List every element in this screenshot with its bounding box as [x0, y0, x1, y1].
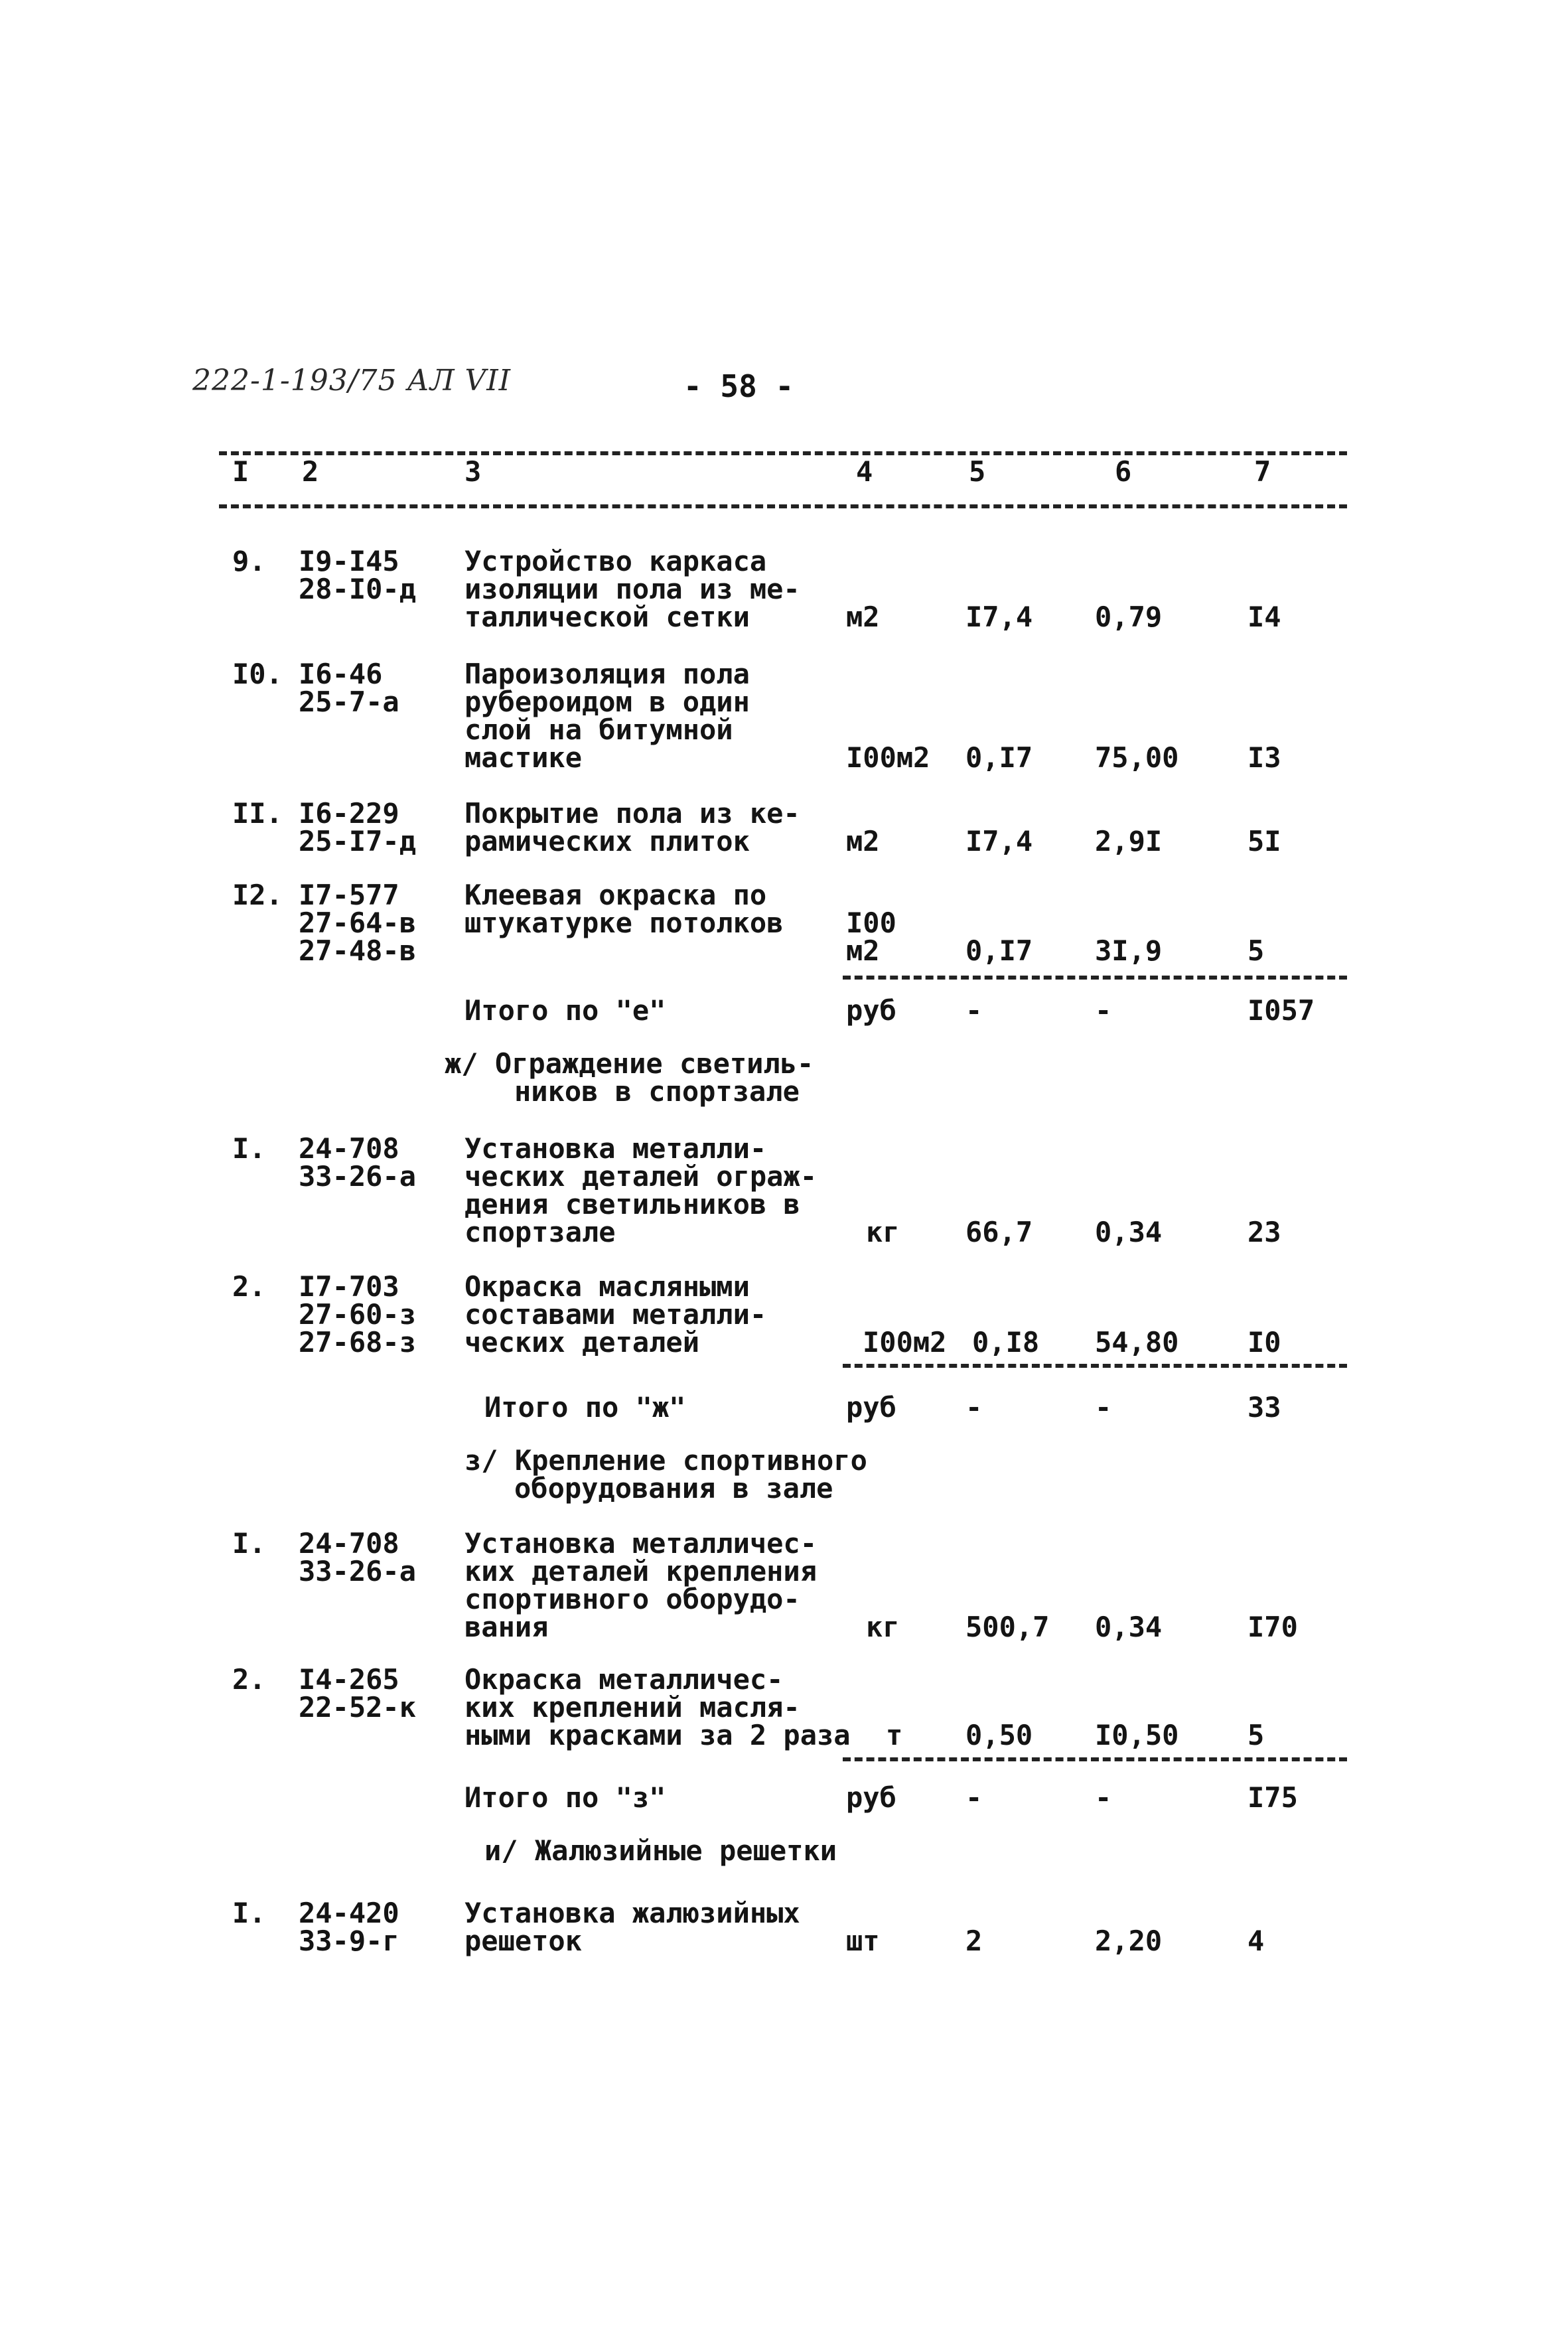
col-header: 4 [856, 455, 873, 488]
row-code: 27-68-з [299, 1326, 417, 1359]
row-code: 25-I7-д [299, 825, 417, 857]
row-desc: Окраска металличес- [464, 1663, 784, 1696]
row-number: 2. [232, 1270, 266, 1303]
row-desc: Установка металличес- [464, 1527, 818, 1560]
row-unit: I00м2 [863, 1326, 947, 1359]
row-qty: 500,7 [965, 1611, 1050, 1643]
row-desc: ких креплений масля- [464, 1691, 800, 1724]
row-desc: слой на битумной [464, 713, 733, 746]
row-code: I4-265 [299, 1663, 399, 1696]
section-title: оборудования в зале [514, 1472, 833, 1505]
row-desc: штукатурке потолков [464, 907, 784, 939]
row-price: 2,20 [1095, 1925, 1163, 1957]
row-desc: Установка металли- [464, 1132, 767, 1165]
row-unit: кг [866, 1216, 900, 1248]
row-desc: Пароизоляция пола [464, 658, 750, 690]
row-total: 4 [1247, 1925, 1265, 1957]
row-desc: составами металли- [464, 1298, 767, 1331]
row-unit: шт [846, 1925, 880, 1957]
row-code: I6-229 [299, 797, 399, 830]
subtotal-rule [843, 1364, 1347, 1368]
row-unit: I00 м2 [846, 907, 896, 967]
row-desc: Покрытие пола из ке- [464, 797, 800, 830]
subtotal-qty: - [965, 994, 983, 1027]
row-number: 2. [232, 1663, 266, 1696]
row-code: 33-26-а [299, 1555, 417, 1587]
subtotal-total: 33 [1247, 1391, 1281, 1424]
row-unit: I00м2 [846, 741, 930, 774]
subtotal-qty: - [965, 1781, 983, 1814]
row-desc: дения светильников в [464, 1188, 800, 1220]
row-number: I2. [232, 879, 283, 911]
col-header: 3 [464, 455, 482, 488]
subtotal-rule [843, 976, 1347, 980]
row-total: 5 [1247, 934, 1265, 967]
row-total: 23 [1247, 1216, 1281, 1248]
row-code: 22-52-к [299, 1691, 417, 1724]
subtotal-label: Итого по "е" [464, 994, 666, 1027]
section-title: ж/ Ограждение светиль- [445, 1047, 814, 1080]
row-desc: Клеевая окраска по [464, 879, 767, 911]
row-qty: 0,I7 [965, 934, 1033, 967]
row-unit: т [886, 1719, 903, 1751]
row-qty: 0,I7 [965, 741, 1033, 774]
row-qty: 66,7 [965, 1216, 1033, 1248]
row-qty: 0,I8 [972, 1326, 1040, 1359]
row-qty: 2 [965, 1925, 983, 1957]
subtotal-price: - [1095, 994, 1112, 1027]
row-code: 25-7-а [299, 686, 399, 718]
row-code: 33-26-а [299, 1160, 417, 1193]
subtotal-unit: руб [846, 994, 896, 1027]
row-number: I0. [232, 658, 283, 690]
row-code: 24-708 [299, 1132, 399, 1165]
row-number: I. [232, 1897, 266, 1929]
row-qty: I7,4 [965, 825, 1033, 857]
row-code: 33-9-г [299, 1925, 399, 1957]
row-desc: спортзале [464, 1216, 616, 1248]
row-number: I. [232, 1132, 266, 1165]
row-total: I70 [1247, 1611, 1298, 1643]
section-title: ников в спортзале [514, 1075, 800, 1108]
row-number: I. [232, 1527, 266, 1560]
row-desc: ческих деталей [464, 1326, 700, 1359]
subtotal-price: - [1095, 1391, 1112, 1424]
subtotal-label: Итого по "з" [464, 1781, 666, 1814]
row-code: I9-I45 [299, 545, 399, 577]
subtotal-price: - [1095, 1781, 1112, 1814]
row-desc: вания [464, 1611, 549, 1643]
row-desc: ными красками за 2 раза [464, 1719, 851, 1751]
row-desc: ческих деталей ограж- [464, 1160, 818, 1193]
subtotal-rule [843, 1757, 1347, 1761]
row-code: 28-I0-д [299, 573, 417, 605]
row-price: I0,50 [1095, 1719, 1179, 1751]
row-price: 2,9I [1095, 825, 1163, 857]
row-unit: м2 [846, 601, 880, 633]
row-unit: м2 [846, 825, 880, 857]
row-total: I0 [1247, 1326, 1281, 1359]
row-price: 0,34 [1095, 1611, 1163, 1643]
row-code: 24-708 [299, 1527, 399, 1560]
row-desc: Установка жалюзийных [464, 1897, 800, 1929]
subtotal-unit: руб [846, 1391, 896, 1424]
col-header: I [232, 455, 249, 488]
page-number: - 58 - [683, 368, 794, 404]
row-desc: изоляции пола из ме- [464, 573, 800, 605]
row-qty: I7,4 [965, 601, 1033, 633]
row-desc: мастике [464, 741, 583, 774]
row-price: 54,80 [1095, 1326, 1179, 1359]
row-price: 3I,9 [1095, 934, 1163, 967]
row-code: I7-703 [299, 1270, 399, 1303]
subtotal-qty: - [965, 1391, 983, 1424]
document-code: 222-1-193/75 АЛ VII [192, 364, 512, 398]
row-code: 27-48-в [299, 934, 417, 967]
row-unit: кг [866, 1611, 900, 1643]
col-header: 2 [302, 455, 319, 488]
row-desc: таллической сетки [464, 601, 750, 633]
row-total: 5 [1247, 1719, 1265, 1751]
col-header: 5 [969, 455, 986, 488]
row-number: 9. [232, 545, 266, 577]
row-total: I4 [1247, 601, 1281, 633]
header-bottom-rule [219, 504, 1347, 508]
col-header: 7 [1254, 455, 1271, 488]
row-code: 24-420 [299, 1897, 399, 1929]
header-top-rule [219, 451, 1347, 455]
row-total: 5I [1247, 825, 1281, 857]
subtotal-label: Итого по "ж" [484, 1391, 686, 1424]
row-code: I7-577 [299, 879, 399, 911]
row-code: I6-46 [299, 658, 383, 690]
row-desc: спортивного оборудо- [464, 1583, 800, 1615]
row-desc: Окраска масляными [464, 1270, 750, 1303]
row-desc: ких деталей крепления [464, 1555, 818, 1587]
row-code: 27-60-з [299, 1298, 417, 1331]
subtotal-unit: руб [846, 1781, 896, 1814]
section-title: и/ Жалюзийные решетки [484, 1834, 837, 1867]
subtotal-total: I75 [1247, 1781, 1298, 1814]
row-code: 27-64-в [299, 907, 417, 939]
row-desc: Устройство каркаса [464, 545, 767, 577]
section-title: з/ Крепление спортивного [464, 1444, 867, 1477]
row-desc: рамических плиток [464, 825, 750, 857]
row-desc: рубероидом в один [464, 686, 750, 718]
row-desc: решеток [464, 1925, 583, 1957]
subtotal-total: I057 [1247, 994, 1315, 1027]
row-price: 0,34 [1095, 1216, 1163, 1248]
row-total: I3 [1247, 741, 1281, 774]
col-header: 6 [1115, 455, 1132, 488]
row-number: II. [232, 797, 283, 830]
row-price: 75,00 [1095, 741, 1179, 774]
row-qty: 0,50 [965, 1719, 1033, 1751]
row-price: 0,79 [1095, 601, 1163, 633]
